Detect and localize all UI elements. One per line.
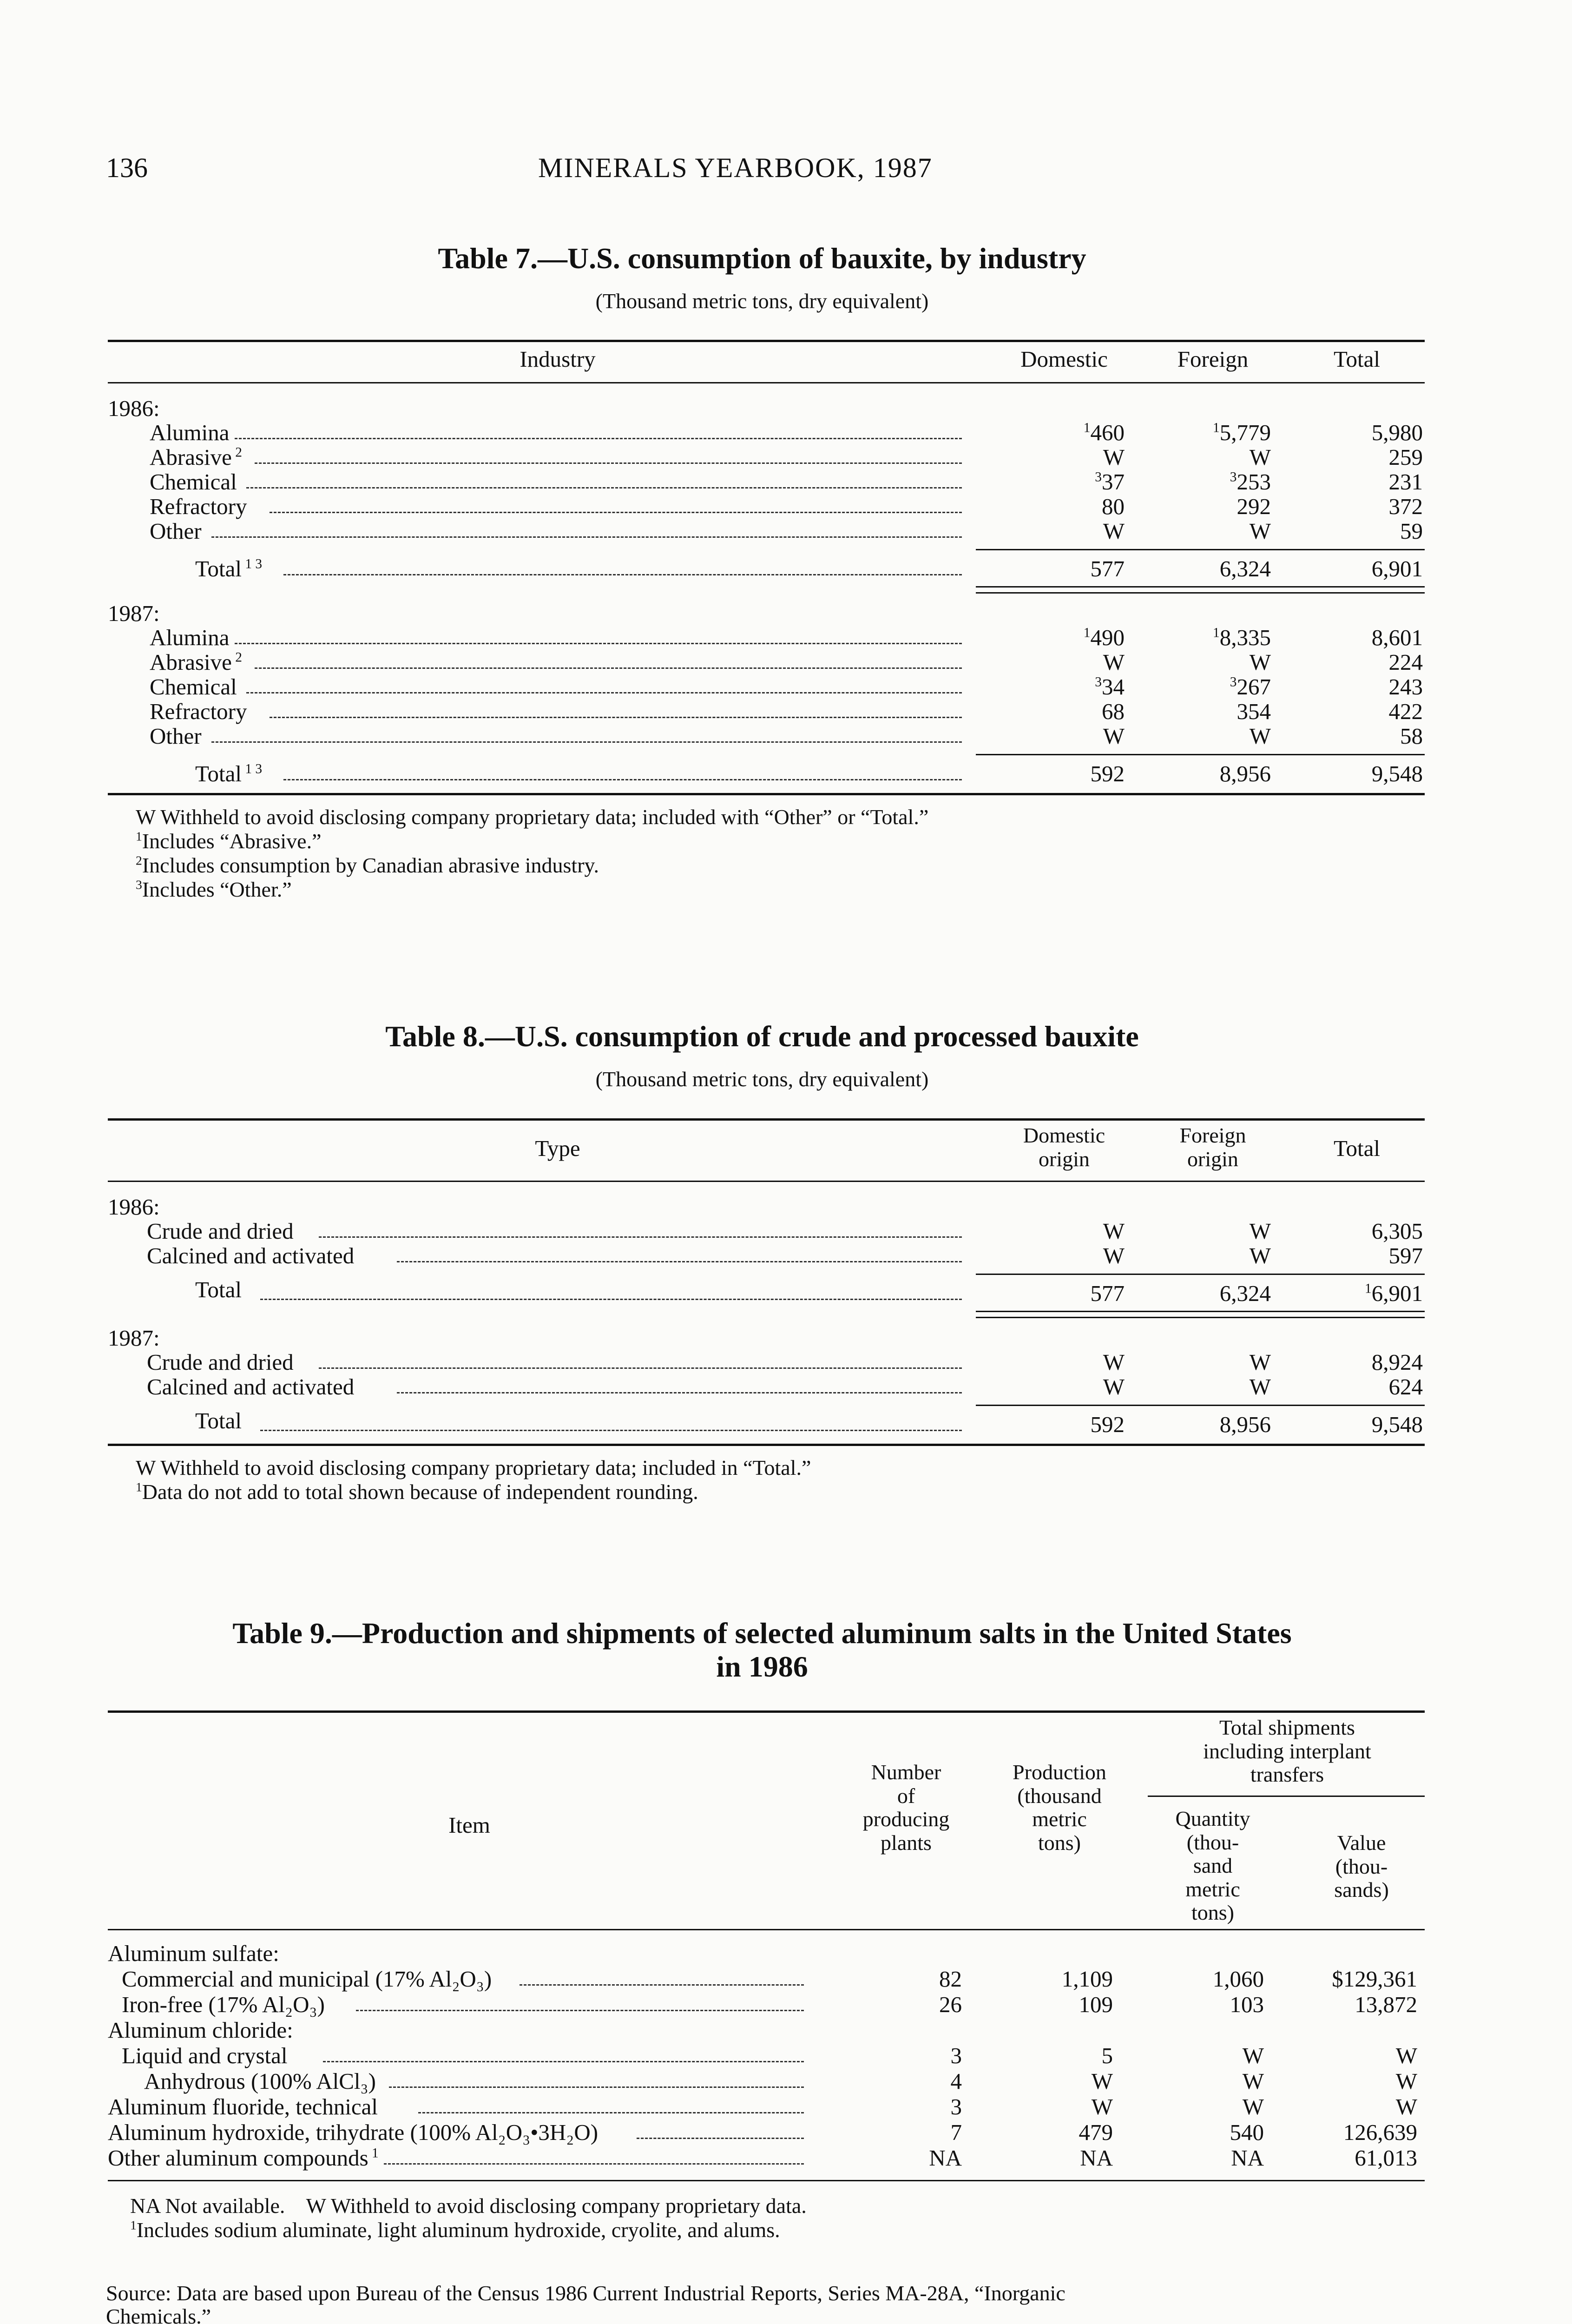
table-9-col-plants-line: producing	[862, 1807, 950, 1831]
table-7-row-leader	[235, 438, 962, 439]
table-8-col-domestic-line1: Domestic	[1023, 1123, 1105, 1147]
table-9-quantity-cell: 1,060	[1212, 1966, 1264, 1992]
table-9-row-leader	[520, 1984, 804, 1986]
table-9-col-production	[985, 1761, 1134, 1855]
table-9-col-shipments-line: Total shipments	[1219, 1716, 1355, 1739]
table-8-total-leader	[260, 1299, 962, 1300]
table-9-row-leader	[323, 2061, 804, 2062]
table-9-col-production-line: Production	[1013, 1760, 1106, 1784]
table-7-header-rule	[108, 382, 1425, 383]
table-9-source-line2: Chemicals.”	[106, 2304, 211, 2324]
table-9-row-label: Aluminum chloride:	[108, 2017, 293, 2043]
table-7-row-leader	[211, 741, 962, 743]
table-8-footnote: $^1$Data do not add to total shown because of independent rounding.	[136, 1479, 698, 1504]
table-7-total-cell: 243	[1388, 674, 1423, 700]
table-8-row-label: Crude and dried	[147, 1218, 294, 1244]
table-9-col-value	[1292, 1831, 1431, 1902]
table-9-col-quantity-line: (thou-	[1186, 1830, 1239, 1854]
table-9-plants-cell: NA	[929, 2145, 962, 2171]
table-9-col-item: Item	[448, 1812, 490, 1838]
table-8-total-total: 9,548	[1371, 1412, 1423, 1437]
table-8-total-cell: 624	[1388, 1374, 1423, 1400]
table-9-col-quantity-line: sand	[1193, 1854, 1233, 1878]
table-8-title: Table 8.—U.S. consumption of crude and processed bauxite	[385, 1020, 1139, 1053]
table-7-row-leader	[246, 487, 962, 489]
table-7-footnote: $^2$Includes consumption by Canadian abrasive industry.	[136, 853, 599, 877]
table-8-foreign-cell: W	[1249, 1349, 1271, 1375]
table-9-col-shipments	[1148, 1716, 1427, 1787]
table-7-domestic-cell: $^3$37	[1095, 469, 1125, 495]
table-9-col-shipments-line: transfers	[1250, 1763, 1324, 1787]
table-9-row-label: Aluminum hydroxide, trihydrate (100% Al₂O₃•3H₂O)	[108, 2119, 599, 2145]
table-8-total-foreign: 8,956	[1219, 1412, 1271, 1437]
table-8-row-label: Calcined and activated	[147, 1243, 355, 1268]
table-9-title-line1: Table 9.—Production and shipments of selected aluminum salts in the United States	[232, 1617, 1292, 1650]
table-9-col-production-line: (thousand	[1017, 1783, 1102, 1808]
table-8-row-label: Calcined and activated	[147, 1374, 355, 1400]
table-9-production-cell: NA	[1080, 2145, 1113, 2171]
table-7-foreign-cell: 292	[1237, 494, 1271, 519]
table-9-col-value-line: sands)	[1334, 1878, 1389, 1902]
table-9-quantity-cell: 103	[1230, 1992, 1264, 2017]
table-7-row-label: Alumina	[150, 420, 230, 445]
table-7-col-domestic: Domestic	[1020, 346, 1108, 372]
table-8-col-foreign-line1: Foreign	[1179, 1123, 1246, 1147]
table-8-col-total: Total	[1334, 1136, 1380, 1161]
table-7-domestic-cell: $^1$490	[1083, 625, 1125, 650]
table-9-row-label: Aluminum sulfate:	[108, 1941, 279, 1966]
table-7-foreign-cell: $^3$253	[1230, 469, 1271, 495]
table-8-row-leader	[397, 1261, 962, 1262]
table-9-shipments-rule	[1148, 1796, 1425, 1797]
table-8-row-leader	[319, 1367, 962, 1369]
table-7-bottom-rule	[108, 793, 1425, 795]
table-7-total-foreign: 6,324	[1219, 556, 1271, 581]
table-8-row-leader	[397, 1392, 962, 1393]
table-7-total-cell: 372	[1388, 494, 1423, 519]
table-7-total-total: 9,548	[1371, 761, 1423, 786]
table-7-domestic-cell: W	[1103, 518, 1125, 544]
table-8-total-domestic: 577	[1090, 1281, 1125, 1306]
table-9-footnote: NA Not available. W Withheld to avoid disclosing company proprietary data.	[130, 2194, 807, 2218]
table-9-row-leader	[384, 2163, 804, 2165]
table-9-title-line2: in 1986	[716, 1650, 808, 1683]
table-9-footnote: $^1$Includes sodium aluminate, light aluminum hydroxide, cryolite, and alums.	[130, 2218, 780, 2242]
table-8-row-leader	[319, 1236, 962, 1238]
table-9-value-cell: W	[1395, 2094, 1417, 2119]
table-9-value-cell: 126,639	[1343, 2119, 1417, 2145]
table-9-col-plants-line: of	[897, 1783, 915, 1808]
table-8-subtotal-rule	[976, 1405, 1425, 1406]
table-8-domestic-cell: W	[1103, 1374, 1125, 1400]
table-8-total-cell: 8,924	[1371, 1349, 1423, 1375]
table-9-plants-cell: 7	[950, 2119, 962, 2145]
table-7-total-leader	[283, 779, 962, 780]
table-7-total-label: Total $^{1 3}$	[195, 761, 263, 786]
table-9-col-quantity-line: metric	[1185, 1877, 1240, 1901]
table-7-foreign-cell: $^3$267	[1230, 674, 1271, 700]
table-7-total-cell: 8,601	[1371, 625, 1423, 650]
table-7-row-label: Other	[150, 518, 202, 544]
table-9-row-label: Liquid and crystal	[122, 2043, 288, 2068]
table-9-row-leader	[637, 2138, 804, 2139]
table-9-quantity-cell: W	[1242, 2068, 1264, 2094]
table-7-foreign-cell: W	[1249, 723, 1271, 749]
table-9-col-plants	[836, 1761, 976, 1855]
table-7-row-label: Chemical	[150, 674, 237, 700]
table-9-value-cell: W	[1395, 2043, 1417, 2068]
table-7-title: Table 7.—U.S. consumption of bauxite, by industry	[438, 242, 1086, 275]
table-8-year-rule	[976, 1311, 1425, 1318]
table-7-domestic-cell: W	[1103, 723, 1125, 749]
table-7-foreign-cell: 354	[1237, 699, 1271, 724]
table-9-row-label: Commercial and municipal (17% Al₂O₃)	[122, 1966, 492, 1992]
table-9-row-label: Anhydrous (100% AlCl₃)	[144, 2068, 376, 2094]
table-7-total-cell: 58	[1400, 723, 1423, 749]
table-7-foreign-cell: W	[1249, 649, 1271, 675]
table-8-row-label: Crude and dried	[147, 1349, 294, 1375]
table-8-total-leader	[260, 1430, 962, 1431]
table-7-top-rule	[108, 340, 1425, 342]
table-9-col-value-line: (thou-	[1335, 1854, 1388, 1878]
table-7-total-cell: 5,980	[1371, 420, 1423, 445]
table-8-year: 1987:	[108, 1325, 160, 1351]
table-9-bottom-rule	[108, 2180, 1425, 2181]
table-7-total-foreign: 8,956	[1219, 761, 1271, 786]
table-9-value-cell: W	[1395, 2068, 1417, 2094]
table-8-bottom-rule	[108, 1444, 1425, 1446]
table-9-production-cell: W	[1091, 2094, 1113, 2119]
table-7-year: 1987:	[108, 601, 160, 626]
table-9-quantity-cell: W	[1242, 2094, 1264, 2119]
table-8-year: 1986:	[108, 1194, 160, 1220]
table-8-col-foreign-line2: origin	[1187, 1147, 1238, 1171]
table-7-total-cell: 259	[1388, 444, 1423, 470]
table-9-col-production-line: tons)	[1038, 1830, 1081, 1855]
table-8-domestic-cell: W	[1103, 1218, 1125, 1244]
table-7-subtotal-rule	[976, 549, 1425, 550]
table-9-production-cell: 109	[1079, 1992, 1113, 2017]
table-8-col-type: Type	[535, 1136, 580, 1161]
table-8-top-rule	[108, 1118, 1425, 1121]
table-9-production-cell: W	[1091, 2068, 1113, 2094]
table-9-header-rule	[108, 1929, 1425, 1930]
table-7-foreign-cell: $^1$8,335	[1213, 625, 1271, 650]
table-7-year: 1986:	[108, 396, 160, 421]
table-8-col-foreign	[1138, 1124, 1287, 1171]
table-7-total-cell: 224	[1388, 649, 1423, 675]
table-7-row-label: Refractory	[150, 699, 247, 724]
table-9-col-quantity-line: tons)	[1191, 1901, 1234, 1925]
table-9-col-quantity-line: Quantity	[1175, 1807, 1250, 1830]
table-8-total-total: $^1$6,901	[1365, 1281, 1423, 1306]
table-9-plants-cell: 4	[950, 2068, 962, 2094]
table-9-row-label: Other aluminum compounds $^1$	[108, 2145, 379, 2171]
table-8-total-cell: 6,305	[1371, 1218, 1423, 1244]
table-9-col-value-line: Value	[1337, 1831, 1386, 1855]
table-7-total-cell: 59	[1400, 518, 1423, 544]
table-7-row-label: Abrasive $^2$	[150, 444, 242, 470]
table-7-row-leader	[255, 667, 962, 669]
table-8-foreign-cell: W	[1249, 1374, 1271, 1400]
table-7-row-leader	[246, 692, 962, 693]
table-9-row-leader	[356, 2010, 804, 2011]
table-8-total-foreign: 6,324	[1219, 1281, 1271, 1306]
running-title: MINERALS YEARBOOK, 1987	[538, 152, 933, 183]
table-9-value-cell: 61,013	[1355, 2145, 1417, 2171]
table-9-col-plants-line: plants	[881, 1830, 932, 1855]
table-7-subtotal-rule	[976, 754, 1425, 755]
table-7-total-cell: 231	[1388, 469, 1423, 495]
table-7-row-leader	[270, 717, 962, 718]
table-9-value-cell: 13,872	[1355, 1992, 1417, 2017]
table-8-total-domestic: 592	[1090, 1412, 1125, 1437]
table-7-col-total: Total	[1334, 346, 1380, 372]
table-9-row-leader	[418, 2112, 804, 2113]
table-8-subtotal-rule	[976, 1274, 1425, 1275]
table-7-row-label: Alumina	[150, 625, 230, 650]
table-7-row-label: Other	[150, 723, 202, 749]
table-8-domestic-cell: W	[1103, 1349, 1125, 1375]
table-8-total-label: Total	[195, 1408, 242, 1433]
table-7-total-cell: 422	[1388, 699, 1423, 724]
table-7-row-leader	[270, 512, 962, 513]
table-7-domestic-cell: W	[1103, 444, 1125, 470]
table-7-total-domestic: 592	[1090, 761, 1125, 786]
table-7-foreign-cell: W	[1249, 444, 1271, 470]
table-9-plants-cell: 3	[950, 2094, 962, 2119]
table-9-quantity-cell: 540	[1230, 2119, 1264, 2145]
table-7-footnote: $^3$Includes “Other.”	[136, 877, 292, 901]
table-9-quantity-cell: NA	[1231, 2145, 1264, 2171]
table-9-row-leader	[389, 2086, 804, 2088]
table-7-domestic-cell: 68	[1102, 699, 1125, 724]
table-8-foreign-cell: W	[1249, 1218, 1271, 1244]
table-7-year-rule	[976, 586, 1425, 594]
table-8-total-cell: 597	[1388, 1243, 1423, 1268]
table-9-source-line1: Source: Data are based upon Bureau of the Census 1986 Current Industrial Reports, Series MA-28A, “Inorganic	[106, 2281, 1066, 2305]
table-9-col-quantity	[1138, 1807, 1287, 1925]
table-9-col-shipments-line: including interplant	[1203, 1739, 1371, 1763]
table-7-footnote: $^1$Includes “Abrasive.”	[136, 829, 322, 853]
table-9-col-production-line: metric	[1032, 1807, 1087, 1831]
page-number: 136	[106, 152, 148, 183]
table-7-foreign-cell: $^1$5,779	[1213, 420, 1271, 445]
table-7-footnote: W Withheld to avoid disclosing company proprietary data; included with “Other” or “Total.”	[136, 805, 929, 829]
table-7-row-leader	[211, 536, 962, 538]
table-9-quantity-cell: W	[1242, 2043, 1264, 2068]
table-7-total-domestic: 577	[1090, 556, 1125, 581]
table-7-total-label: Total $^{1 3}$	[195, 556, 263, 581]
table-9-top-rule	[108, 1710, 1425, 1713]
table-7-foreign-cell: W	[1249, 518, 1271, 544]
table-9-production-cell: 5	[1101, 2043, 1113, 2068]
table-9-col-plants-line: Number	[871, 1760, 941, 1784]
table-7-row-label: Chemical	[150, 469, 237, 495]
table-7-col-foreign: Foreign	[1177, 346, 1249, 372]
table-9-row-label: Aluminum fluoride, technical	[108, 2094, 378, 2119]
table-8-header-rule	[108, 1181, 1425, 1182]
table-7-total-leader	[283, 574, 962, 575]
table-8-col-domestic	[990, 1124, 1138, 1171]
table-9-plants-cell: 3	[950, 2043, 962, 2068]
table-9-plants-cell: 26	[939, 1992, 962, 2017]
table-8-col-domestic-line2: origin	[1039, 1147, 1090, 1171]
table-8-domestic-cell: W	[1103, 1243, 1125, 1268]
table-9-plants-cell: 82	[939, 1966, 962, 1992]
table-8-total-label: Total	[195, 1277, 242, 1302]
table-7-domestic-cell: W	[1103, 649, 1125, 675]
table-7-col-industry: Industry	[520, 346, 596, 372]
table-7-row-label: Abrasive $^2$	[150, 649, 242, 675]
table-7-domestic-cell: $^1$460	[1083, 420, 1125, 445]
table-7-total-total: 6,901	[1371, 556, 1423, 581]
table-7-row-label: Refractory	[150, 494, 247, 519]
table-9-production-cell: 1,109	[1061, 1966, 1113, 1992]
table-7-row-leader	[235, 643, 962, 644]
table-7-domestic-cell: 80	[1102, 494, 1125, 519]
table-8-footnote: W Withheld to avoid disclosing company proprietary data; included in “Total.”	[136, 1456, 811, 1479]
table-9-row-label: Iron-free (17% Al₂O₃)	[122, 1992, 325, 2017]
table-7-row-leader	[255, 462, 962, 464]
table-7-domestic-cell: $^3$34	[1095, 674, 1125, 700]
table-9-value-cell: $129,361	[1332, 1966, 1417, 1992]
table-7-subtitle: (Thousand metric tons, dry equivalent)	[595, 289, 929, 313]
table-9-production-cell: 479	[1079, 2119, 1113, 2145]
table-8-subtitle: (Thousand metric tons, dry equivalent)	[595, 1067, 929, 1091]
table-8-foreign-cell: W	[1249, 1243, 1271, 1268]
